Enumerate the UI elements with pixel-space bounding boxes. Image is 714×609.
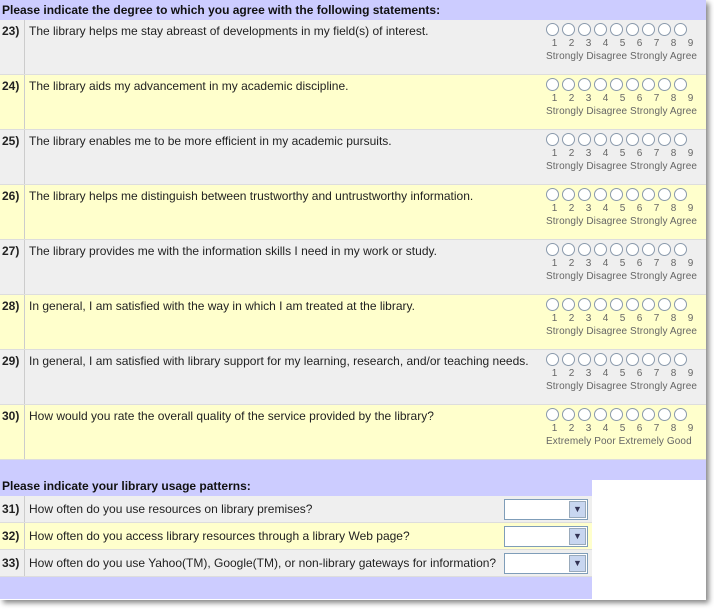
radio-option[interactable] — [610, 298, 623, 311]
scale-label: 3 — [585, 203, 592, 214]
question-number: 25) — [0, 130, 25, 185]
scale-label: 9 — [687, 423, 694, 434]
scale-anchor: Strongly Disagree Strongly Agree — [546, 216, 698, 227]
scale-label: 4 — [602, 148, 609, 159]
question-text: The library helps me distinguish between trustworthy and untrustworthy information. — [25, 185, 547, 240]
radio-option[interactable] — [658, 243, 671, 256]
scale-label: 8 — [670, 93, 677, 104]
radio-option[interactable] — [626, 133, 639, 146]
scale-label: 3 — [585, 148, 592, 159]
question-row — [0, 240, 706, 295]
section-footer — [0, 577, 592, 600]
radio-option[interactable] — [546, 243, 559, 256]
scale-label: 6 — [636, 38, 643, 49]
radio-option[interactable] — [658, 133, 671, 146]
scale-label: 7 — [653, 368, 660, 379]
radio-option[interactable] — [562, 78, 575, 91]
question-number: 26) — [0, 185, 25, 240]
radio-option[interactable] — [642, 243, 655, 256]
scale-label: 3 — [585, 368, 592, 379]
scale-label: 3 — [585, 38, 592, 49]
radio-option[interactable] — [594, 243, 607, 256]
radio-option[interactable] — [594, 353, 607, 366]
radio-option[interactable] — [674, 353, 687, 366]
rating-scale — [546, 295, 706, 350]
question-text: How often do you use Yahoo(TM), Google(TM), or non-library gateways for information? — [25, 550, 505, 577]
radio-option[interactable] — [658, 298, 671, 311]
question-number: 33) — [0, 550, 25, 577]
radio-option[interactable] — [562, 23, 575, 36]
scale-label: 4 — [602, 258, 609, 269]
scale-anchor: Strongly Disagree Strongly Agree — [546, 271, 698, 282]
scale-label: 2 — [568, 38, 575, 49]
radio-option[interactable] — [626, 23, 639, 36]
radio-option[interactable] — [658, 188, 671, 201]
scale-label: 8 — [670, 423, 677, 434]
radio-option[interactable] — [674, 23, 687, 36]
scale-label: 2 — [568, 258, 575, 269]
scale-label: 5 — [619, 258, 626, 269]
radio-option[interactable] — [610, 353, 623, 366]
scale-label: 4 — [602, 313, 609, 324]
question-row — [0, 295, 706, 350]
question-number: 29) — [0, 350, 25, 405]
scale-label: 8 — [670, 203, 677, 214]
scale-label: 2 — [568, 368, 575, 379]
radio-option[interactable] — [546, 78, 559, 91]
question-row — [0, 20, 706, 75]
frequency-select[interactable] — [504, 526, 588, 547]
chevron-down-icon[interactable]: ▼ — [569, 555, 586, 572]
scale-label: 1 — [551, 203, 558, 214]
section-title: Please indicate the degree to which you agree with the following statements: — [0, 0, 706, 20]
rating-scale — [546, 75, 706, 130]
radio-option[interactable] — [658, 408, 671, 421]
scale-label: 4 — [602, 38, 609, 49]
radio-option[interactable] — [546, 353, 559, 366]
radio-option[interactable] — [578, 133, 591, 146]
scale-label: 9 — [687, 38, 694, 49]
scale-label: 1 — [551, 368, 558, 379]
rating-scale — [546, 350, 706, 405]
radio-option[interactable] — [642, 23, 655, 36]
scale-label: 2 — [568, 93, 575, 104]
question-number: 32) — [0, 523, 25, 550]
scale-anchor: Strongly Disagree Strongly Agree — [546, 326, 698, 337]
radio-option[interactable] — [674, 78, 687, 91]
question-row — [0, 185, 706, 240]
radio-option[interactable] — [674, 188, 687, 201]
frequency-select[interactable] — [504, 499, 588, 520]
question-text: The library aids my advancement in my academic discipline. — [25, 75, 547, 130]
radio-option[interactable] — [642, 188, 655, 201]
rating-scale — [546, 240, 706, 295]
radio-option[interactable] — [594, 78, 607, 91]
radio-option[interactable] — [578, 78, 591, 91]
radio-option[interactable] — [626, 243, 639, 256]
scale-label: 5 — [619, 148, 626, 159]
radio-option[interactable] — [610, 408, 623, 421]
question-number: 27) — [0, 240, 25, 295]
scale-label: 6 — [636, 203, 643, 214]
scale-label: 5 — [619, 93, 626, 104]
radio-option[interactable] — [658, 23, 671, 36]
question-row — [0, 523, 592, 550]
radio-option[interactable] — [594, 188, 607, 201]
radio-option[interactable] — [562, 243, 575, 256]
scale-label: 5 — [619, 423, 626, 434]
scale-label: 3 — [585, 258, 592, 269]
frequency-select[interactable] — [504, 553, 588, 574]
radio-option[interactable] — [642, 298, 655, 311]
scale-label: 9 — [687, 203, 694, 214]
radio-option[interactable] — [610, 78, 623, 91]
scale-label: 1 — [551, 148, 558, 159]
radio-option[interactable] — [594, 298, 607, 311]
rating-scale — [546, 130, 706, 185]
scale-label: 5 — [619, 203, 626, 214]
scale-label: 6 — [636, 368, 643, 379]
scale-label: 1 — [551, 423, 558, 434]
question-row — [0, 550, 592, 577]
radio-option[interactable] — [674, 408, 687, 421]
question-text: In general, I am satisfied with library support for my learning, research, and/or teaching needs. — [25, 350, 547, 405]
radio-option[interactable] — [562, 188, 575, 201]
scale-label: 9 — [687, 148, 694, 159]
radio-option[interactable] — [578, 298, 591, 311]
radio-option[interactable] — [546, 298, 559, 311]
scale-label: 1 — [551, 93, 558, 104]
scale-label: 5 — [619, 368, 626, 379]
scale-label: 8 — [670, 148, 677, 159]
radio-option[interactable] — [674, 243, 687, 256]
scale-label: 8 — [670, 313, 677, 324]
radio-option[interactable] — [610, 188, 623, 201]
scale-label: 6 — [636, 423, 643, 434]
question-row — [0, 130, 706, 185]
radio-option[interactable] — [562, 408, 575, 421]
radio-option[interactable] — [594, 133, 607, 146]
scale-label: 8 — [670, 258, 677, 269]
radio-option[interactable] — [578, 23, 591, 36]
radio-option[interactable] — [594, 23, 607, 36]
scale-label: 7 — [653, 203, 660, 214]
scale-label: 4 — [602, 203, 609, 214]
chevron-down-icon[interactable]: ▼ — [569, 501, 586, 518]
scale-label: 1 — [551, 258, 558, 269]
question-number: 24) — [0, 75, 25, 130]
radio-option[interactable] — [546, 133, 559, 146]
scale-label: 1 — [551, 313, 558, 324]
radio-option[interactable] — [658, 353, 671, 366]
scale-anchor: Strongly Disagree Strongly Agree — [546, 106, 698, 117]
scale-anchor: Strongly Disagree Strongly Agree — [546, 51, 698, 62]
radio-option[interactable] — [578, 188, 591, 201]
radio-option[interactable] — [610, 133, 623, 146]
scale-label: 1 — [551, 38, 558, 49]
question-text: The library enables me to be more efficient in my academic pursuits. — [25, 130, 547, 185]
question-number: 23) — [0, 20, 25, 75]
scale-label: 2 — [568, 203, 575, 214]
question-row — [0, 350, 706, 405]
question-text: How often do you use resources on library premises? — [25, 496, 505, 523]
radio-option[interactable] — [546, 188, 559, 201]
question-text: How would you rate the overall quality of the service provided by the library? — [25, 405, 547, 460]
scale-label: 9 — [687, 313, 694, 324]
scale-label: 5 — [619, 313, 626, 324]
scale-label: 6 — [636, 93, 643, 104]
scale-label: 7 — [653, 38, 660, 49]
scale-label: 4 — [602, 368, 609, 379]
scale-label: 8 — [670, 38, 677, 49]
question-row — [0, 496, 592, 523]
question-text: The library provides me with the information skills I need in my work or study. — [25, 240, 547, 295]
scale-anchor: Strongly Disagree Strongly Agree — [546, 381, 698, 392]
scale-label: 6 — [636, 148, 643, 159]
radio-option[interactable] — [626, 353, 639, 366]
scale-label: 6 — [636, 313, 643, 324]
usage-table — [0, 476, 592, 599]
scale-label: 4 — [602, 93, 609, 104]
radio-option[interactable] — [546, 408, 559, 421]
radio-option[interactable] — [578, 408, 591, 421]
radio-option[interactable] — [642, 408, 655, 421]
rating-scale — [546, 185, 706, 240]
question-number: 31) — [0, 496, 25, 523]
scale-label: 4 — [602, 423, 609, 434]
radio-option[interactable] — [610, 243, 623, 256]
radio-option[interactable] — [578, 353, 591, 366]
radio-option[interactable] — [578, 243, 591, 256]
rating-scale — [546, 20, 706, 75]
radio-option[interactable] — [658, 78, 671, 91]
question-row — [0, 405, 706, 460]
chevron-down-icon[interactable]: ▼ — [569, 528, 586, 545]
radio-option[interactable] — [674, 133, 687, 146]
scale-label: 7 — [653, 93, 660, 104]
radio-option[interactable] — [626, 78, 639, 91]
question-text: The library helps me stay abreast of developments in my field(s) of interest. — [25, 20, 547, 75]
question-number: 30) — [0, 405, 25, 460]
question-number: 28) — [0, 295, 25, 350]
radio-option[interactable] — [626, 188, 639, 201]
scale-label: 5 — [619, 38, 626, 49]
scale-label: 9 — [687, 368, 694, 379]
scale-label: 7 — [653, 148, 660, 159]
scale-label: 7 — [653, 258, 660, 269]
scale-anchor: Strongly Disagree Strongly Agree — [546, 161, 698, 172]
radio-option[interactable] — [642, 78, 655, 91]
radio-option[interactable] — [626, 298, 639, 311]
scale-label: 2 — [568, 313, 575, 324]
scale-label: 3 — [585, 93, 592, 104]
scale-label: 2 — [568, 423, 575, 434]
scale-label: 3 — [585, 313, 592, 324]
question-row — [0, 75, 706, 130]
scale-label: 7 — [653, 313, 660, 324]
scale-label: 2 — [568, 148, 575, 159]
radio-option[interactable] — [626, 408, 639, 421]
radio-option[interactable] — [674, 298, 687, 311]
scale-label: 9 — [687, 258, 694, 269]
radio-option[interactable] — [562, 298, 575, 311]
radio-option[interactable] — [562, 133, 575, 146]
scale-label: 3 — [585, 423, 592, 434]
scale-label: 7 — [653, 423, 660, 434]
question-text: How often do you access library resources through a library Web page? — [25, 523, 505, 550]
scale-label: 9 — [687, 93, 694, 104]
radio-option[interactable] — [642, 133, 655, 146]
scale-label: 8 — [670, 368, 677, 379]
section-title: Please indicate your library usage patterns: — [0, 476, 592, 496]
scale-anchor: Extremely Poor Extremely Good — [546, 436, 692, 447]
rating-scale — [546, 405, 706, 460]
radio-option[interactable] — [610, 23, 623, 36]
radio-option[interactable] — [546, 23, 559, 36]
radio-option[interactable] — [642, 353, 655, 366]
radio-option[interactable] — [562, 353, 575, 366]
scale-label: 6 — [636, 258, 643, 269]
question-text: In general, I am satisfied with the way in which I am treated at the library. — [25, 295, 547, 350]
radio-option[interactable] — [594, 408, 607, 421]
